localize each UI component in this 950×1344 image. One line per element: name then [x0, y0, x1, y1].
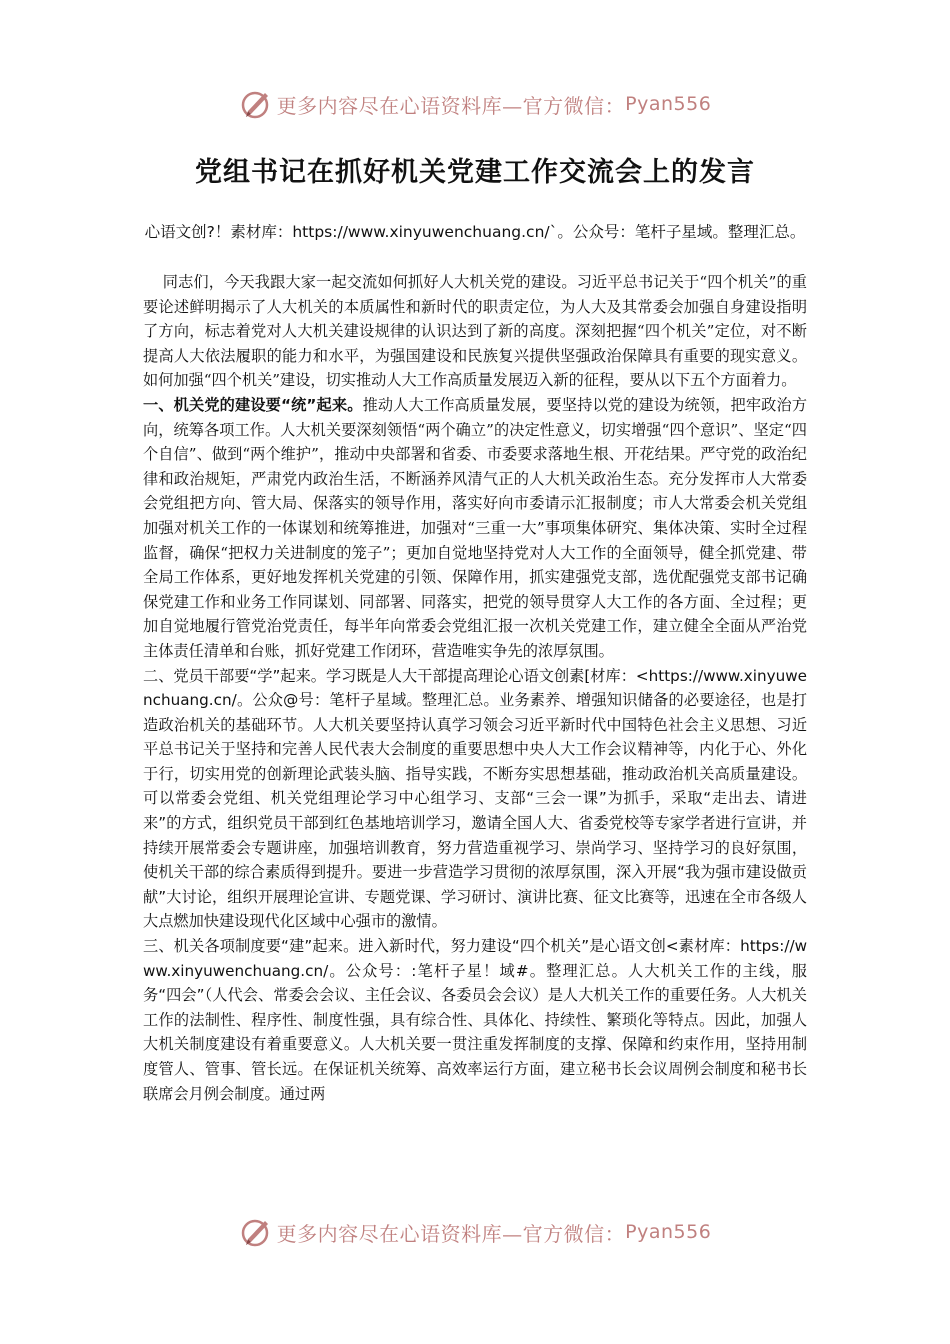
banner-text: 更多内容尽在心语资料库—官方微信：: [276, 1221, 626, 1246]
banner-text: 更多内容尽在心语资料库—官方微信：: [276, 93, 626, 118]
intro-paragraph: 同志们，今天我跟大家一起交流如何抓好人大机关党的建设。习近平总书记关于“四个机关”的重要论述鲜明揭示了人大机关的本质属性和新时代的职责定位，为人大及其常委会加强自身建设指明了方向，标志着党对人大机关建设规律的认识达到了新的高度。深刻把握“四个机关”定位，对不断提高人大依法履职的能力和水平，为强国建设和民族复兴提供坚强政治保障具有重要的现实意义。如何加强“四个机关”建设，切实推动人大工作高质量发展迈入新的征程，要从以下五个方面着力。: [143, 273, 807, 390]
document-body: [143, 270, 807, 1106]
footer-banner: [0, 1212, 950, 1252]
banner-wechat-id: Pyan556: [625, 93, 712, 115]
section-1-heading: 一、机关党的建设要“统”起来。: [143, 395, 363, 414]
section-3-paragraph: 三、机关各项制度要“建”起来。进入新时代，努力建设“四个机关”是心语文创<素材库：https://www.xinyuwenchuang.cn/。公众号：:笔杆子星！域#。整理汇总。人大机关工作的主线，服务“四会”（人代会、常委会会议、主任会议、各委员会会议）是人大机关工作的重要任务。人大机关工作的法制性、程序性、制度性强，具有综合性、具体化、持续性、繁琐化等特点。因此，加强人大机关制度建设有着重要意义。人大机关要一贯注重发挥制度的支撑、保障和约束作用，坚持用制度管人、管事、管长远。在保证机关统筹、高效率运行方面，建立秘书长会议周例会制度和秘书长联席会月例会制度。通过两: [143, 937, 807, 1103]
header-banner: [0, 84, 950, 124]
document-title: 党组书记在抓好机关党建工作交流会上的发言: [195, 157, 755, 188]
section-2-paragraph: 二、党员干部要“学”起来。学习既是人大干部提高理论心语文创素[材库：<https://www.xinyuwenchuang.cn/。公众@号：笔杆子星域。整理汇总。业务素养、增强知识储备的必要途径，也是打造政治机关的基础环节。人大机关要坚持认真学习领会习近平新时代中国特色社会主义思想、习近平总书记关于坚持和完善人民代表大会制度的重要思想中央人大工作会议精神等，内化于心、外化于行，切实用党的创新理论武装头脑、指导实践，不断夯实思想基础，推动政治机关高质量建设。可以常委会党组、机关党组理论学习中心组学习、支部“三会一课”为抓手，采取“走出去、请进来”的方式，组织党员干部到红色基地培训学习，邀请全国人大、省委党校等专家学者进行宣讲，并持续开展常委会专题讲座，加强培训教育，努力营造重视学习、崇尚学习、坚持学习的良好氛围，使机关干部的综合素质得到提升。要进一步营造学习贯彻的浓厚氛围，深入开展“我为强市建设做贡献”大讨论，组织开展理论宣讲、专题党课、学习研讨、演讲比赛、征文比赛等，迅速在全市各级人大点燃加快建设现代化区域中心强市的激情。: [143, 666, 807, 931]
section-1-paragraph: [143, 393, 807, 664]
pen-logo-icon: [239, 1215, 273, 1249]
pen-logo-icon: [239, 87, 273, 121]
document-subtitle: 心语文创?！素材库：https://www.xinyuwenchuang.cn/`。公众号：笔杆子星域。整理汇总。: [144, 223, 806, 241]
banner-wechat-id: Pyan556: [625, 1221, 712, 1243]
section-1-text: 推动人大工作高质量发展，要坚持以党的建设为统领，把牢政治方向，统筹各项工作。人大机关要深刻领悟“两个确立”的决定性意义，切实增强“四个意识”、坚定“四个自信”、做到“两个维护”，推动中央部署和省委、市委要求落地生根、开花结果。严守党的政治纪律和政治规矩，严肃党内政治生活，不断涵养风清气正的人大机关政治生态。充分发挥市人大常委会党组把方向、管大局、保落实的领导作用，落实好向市委请示汇报制度；市人大常委会机关党组加强对机关工作的一体谋划和统筹推进，加强对“三重一大”事项集体研究、集体决策、实时全过程监督，确保“把权力关进制度的笼子”；更加自觉地坚持党对人大工作的全面领导，健全抓党建、带全局工作体系，更好地发挥机关党建的引领、保障作用，抓实建强党支部，选优配强党支部书记确保党建工作和业务工作同谋划、同部署、同落实，把党的领导贯穿人大工作的各方面、全过程；更加自觉地履行管党治党责任，每半年向常委会党组汇报一次机关党建工作，建立健全全面从严治党主体责任清单和台账，抓好党建工作闭环，营造唯实争先的浓厚氛围。: [143, 395, 808, 660]
